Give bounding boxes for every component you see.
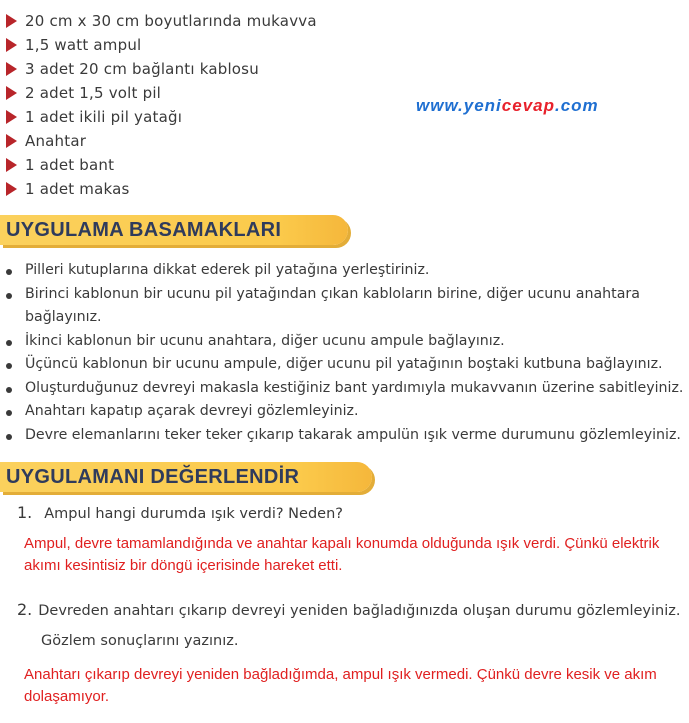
triangle-bullet-icon	[6, 14, 17, 28]
material-text: 1 adet bant	[25, 156, 115, 174]
material-item	[6, 153, 317, 177]
step-text: Anahtarı kapatıp açarak devreyi gözlemleyiniz.	[25, 403, 359, 419]
material-text: 1,5 watt ampul	[25, 36, 142, 54]
triangle-bullet-icon	[6, 158, 17, 172]
material-text: Anahtar	[25, 132, 87, 150]
material-item	[6, 177, 317, 201]
step-text: Pilleri kutuplarına dikkat ederek pil yatağına yerleştiriniz.	[25, 262, 430, 278]
material-text: 1 adet ikili pil yatağı	[25, 108, 183, 126]
watermark-prefix: www.	[416, 96, 464, 115]
dot-bullet-icon	[6, 410, 12, 416]
step-text: Birinci kablonun bir ucunu pil yatağından çıkan kabloların birine, diğer ucunu anahtara bağlayınız.	[25, 285, 640, 325]
material-text: 1 adet makas	[25, 180, 130, 198]
dot-bullet-icon	[6, 340, 12, 346]
watermark-brand-b: cevap	[501, 96, 555, 115]
dot-bullet-icon	[6, 363, 12, 369]
answer-1: Ampul, devre tamamlandığında ve anahtar kapalı konumda olduğunda ışık verdi. Çünkü elektrik akımı kesintisiz bir döngü içerisinde hareket etti.	[24, 535, 660, 574]
answer-2: Anahtarı çıkarıp devreyi yeniden bağladığımda, ampul ışık vermedi. Çünkü devre kesik ve akım dolaşamıyor.	[24, 666, 657, 705]
dot-bullet-icon	[6, 293, 12, 299]
material-item	[6, 57, 317, 81]
step-item	[6, 400, 684, 424]
dot-bullet-icon	[6, 387, 12, 393]
watermark-suffix: .com	[555, 96, 599, 115]
step-item	[6, 283, 684, 330]
material-item	[6, 129, 317, 153]
step-text: Devre elemanlarını teker teker çıkarıp takarak ampulün ışık verme durumunu gözlemleyiniz.	[25, 426, 681, 443]
question-1	[17, 503, 343, 522]
dot-bullet-icon	[6, 434, 12, 440]
material-item	[6, 105, 317, 129]
material-item	[6, 81, 317, 105]
steps-list	[6, 259, 684, 447]
question-2-sub: Gözlem sonuçlarını yazınız.	[41, 633, 239, 649]
question-2	[17, 600, 680, 619]
step-item	[6, 259, 684, 283]
watermark-logo	[416, 96, 599, 116]
step-text: İkinci kablonun bir ucunu anahtara, diğer ucunu ampule bağlayınız.	[25, 332, 505, 349]
step-item	[6, 377, 684, 401]
question-1-text: Ampul hangi durumda ışık verdi? Neden?	[44, 506, 343, 522]
triangle-bullet-icon	[6, 110, 17, 124]
section-banner-evaluate	[0, 462, 372, 492]
step-item	[6, 424, 684, 448]
materials-list	[6, 9, 317, 201]
material-text: 2 adet 1,5 volt pil	[25, 84, 162, 102]
dot-bullet-icon	[6, 269, 12, 275]
triangle-bullet-icon	[6, 38, 17, 52]
material-text: 3 adet 20 cm bağlantı kablosu	[25, 60, 259, 78]
triangle-bullet-icon	[6, 134, 17, 148]
watermark-brand-a: yeni	[463, 96, 502, 115]
step-text: Üçüncü kablonun bir ucunu ampule, diğer ucunu pil yatağının boştaki kutbuna bağlayınız.	[25, 356, 663, 372]
material-item	[6, 33, 317, 57]
question-2-text: Devreden anahtarı çıkarıp devreyi yeniden bağladığınızda oluşan durumu gözlemleyiniz.	[38, 603, 681, 619]
section-title-steps: UYGULAMA BASAMAKLARI	[6, 218, 282, 241]
material-item	[6, 9, 317, 33]
triangle-bullet-icon	[6, 182, 17, 196]
step-text: Oluşturduğunuz devreyi makasla kestiğiniz bant yardımıyla mukavvanın üzerine sabitleyiniz.	[25, 379, 684, 396]
question-2-number: 2.	[17, 600, 33, 619]
material-text: 20 cm x 30 cm boyutlarında mukavva	[25, 12, 317, 30]
question-1-number: 1.	[17, 503, 33, 522]
step-item	[6, 353, 684, 377]
step-item	[6, 330, 684, 354]
section-banner-steps	[0, 215, 348, 245]
triangle-bullet-icon	[6, 62, 17, 76]
triangle-bullet-icon	[6, 86, 17, 100]
section-title-evaluate: UYGULAMANI DEĞERLENDİR	[6, 465, 300, 488]
